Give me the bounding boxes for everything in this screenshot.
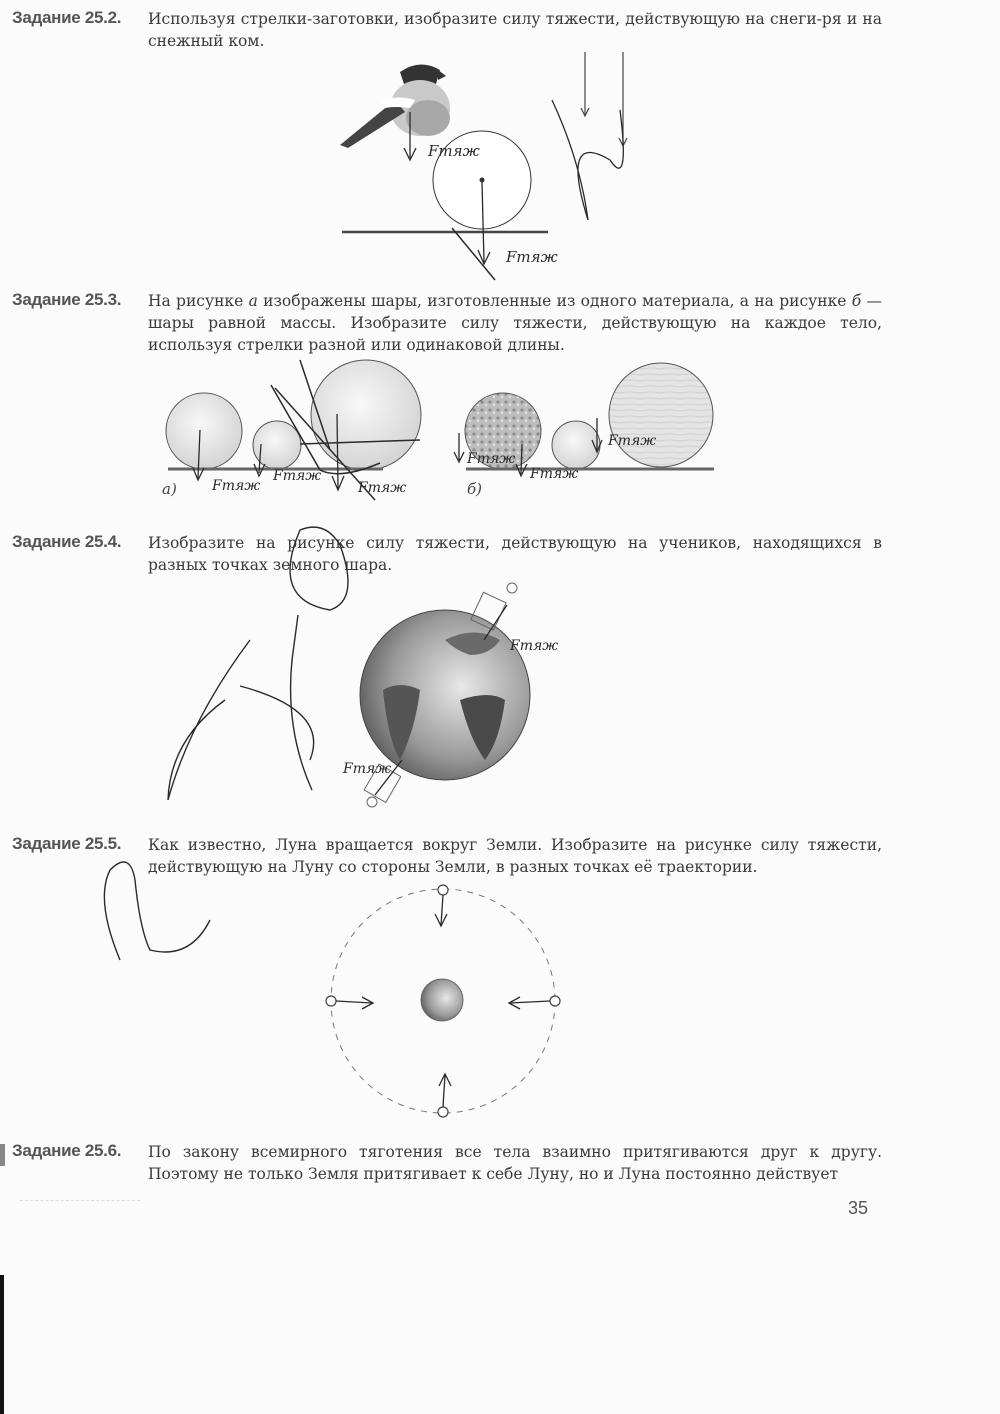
task-label: Задание 25.2. bbox=[12, 8, 122, 27]
text-part: — шары равной массы. Изобразите силу тяжести, действующую на каждое тело, используя стрелки разной или одинаковой длины. bbox=[148, 292, 883, 354]
panel-label-a: а) bbox=[162, 480, 177, 498]
task-label: Задание 25.3. bbox=[12, 290, 122, 309]
figure-25-4 bbox=[168, 527, 558, 807]
handwritten-label: Fтяж bbox=[467, 451, 516, 467]
ball-b2 bbox=[552, 421, 600, 469]
text-part-italic: а bbox=[248, 292, 258, 310]
task-text: Используя стрелки-заготовки, изобразите силу тяжести, действующую на снеги-ря и на снежный ком. bbox=[148, 10, 882, 50]
handwritten-label: Fтяж bbox=[212, 478, 261, 494]
text-part: На рисунке bbox=[148, 292, 249, 310]
ball-b3 bbox=[609, 363, 713, 467]
handwritten-label: Fтяж bbox=[343, 761, 392, 777]
handwritten-label: Fтяж bbox=[510, 638, 559, 654]
task-label: Задание 25.4. bbox=[12, 532, 122, 551]
panel-label-b: б) bbox=[467, 480, 483, 498]
handwritten-label: Fтяж bbox=[506, 248, 558, 266]
text-part-italic: б bbox=[851, 292, 862, 310]
bullfinch-illustration bbox=[340, 64, 450, 148]
text-part: изображены шары, изготовленные из одного материала, а на рисунке bbox=[257, 292, 852, 310]
pencil-arrows bbox=[104, 862, 550, 1107]
task-label: Задание 25.6. bbox=[12, 1141, 122, 1160]
handwritten-label: Fтяж bbox=[358, 480, 407, 496]
task-label: Задание 25.5. bbox=[12, 834, 122, 853]
figure-25-5 bbox=[104, 862, 560, 1117]
figure-25-3 bbox=[162, 360, 714, 500]
figure-25-2 bbox=[340, 52, 627, 280]
task-text: Изобразите на рисунке силу тяжести, действующую на учеников, находящихся в разных точках земного шара. bbox=[148, 534, 882, 574]
task-text: Как известно, Луна вращается вокруг Земли. Изобразите на рисунке силу тяжести, действующую на Луну со стороны Земли, в разных точках её траектории. bbox=[148, 836, 882, 876]
preset-arrows bbox=[581, 52, 627, 146]
ball-a3 bbox=[311, 360, 421, 470]
handwritten-label: Fтяж bbox=[428, 142, 480, 160]
ball-a1 bbox=[166, 393, 242, 469]
handwritten-label: Fтяж bbox=[273, 468, 322, 484]
earth-small bbox=[421, 979, 463, 1021]
task-text: По закону всемирного тяготения все тела взаимно притягиваются друг к другу. Поэтому не только Земля притягивает к себе Луну, но и Луна постоянно действует bbox=[148, 1143, 882, 1183]
handwritten-label: Fтяж bbox=[530, 466, 579, 482]
handwritten-label: Fтяж bbox=[608, 433, 657, 449]
page-number: 35 bbox=[848, 1198, 869, 1218]
